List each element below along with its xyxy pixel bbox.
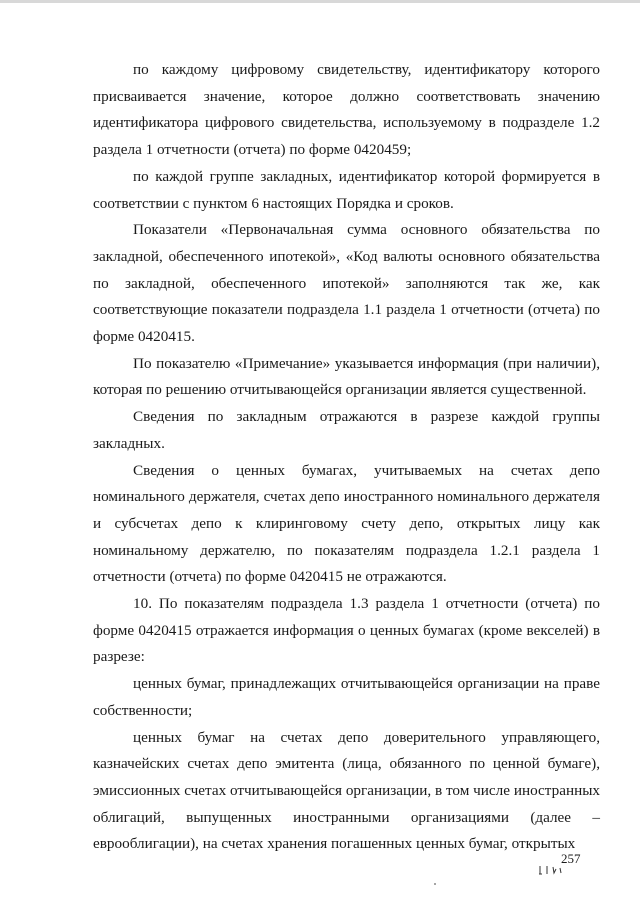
- paragraph-9: ценных бумаг на счетах депо доверительного управляющего, казначейских счетах депо эмитента (лица, обязанного по ценной бумаге), эмиссионных счетах отчитывающейся организации, в том числе иностранных облигаций, выпущенных иностранными организациями (далее – еврооблигации), на счетах хранения погашенных ценных бумаг, открытых: [93, 728, 600, 853]
- paragraph-2: по каждой группе закладных, идентификатор которой формируется в соответствии с пунктом 6 настоящих Порядка и сроков.: [93, 167, 600, 212]
- paragraph-7: 10. По показателям подраздела 1.3 раздела 1 отчетности (отчета) по форме 0420415 отражается информация о ценных бумагах (кроме векселей) в разрезе:: [93, 595, 600, 666]
- paragraph-3: Показатели «Первоначальная сумма основного обязательства по закладной, обеспеченного ипотекой», «Код валюты основного обязательства по закладной, обеспеченного ипотекой» заполняются так же, как соответствующие показатели подраздела 1.1 раздела 1 отчетности (отчета) по форме 0420415.: [93, 221, 600, 346]
- page-number: 257: [561, 851, 581, 866]
- paragraph-1: по каждому цифровому свидетельству, идентификатору которого присваивается значение, которое должно соответствовать значению идентификатора цифрового свидетельства, используемому в подразделе 1.2 раздела 1 отчетности (отчета) по форме 0420459;: [93, 61, 600, 159]
- paragraph-8: ценных бумаг, принадлежащих отчитывающейся организации на праве собственности;: [93, 675, 600, 719]
- paragraph-4: По показателю «Примечание» указывается информация (при наличии), которая по решению отчитывающейся организации является существенной.: [93, 354, 600, 399]
- document-body: [93, 57, 600, 858]
- scan-speck: [434, 883, 436, 885]
- handwritten-mark-icon: [538, 864, 582, 876]
- paragraph-5: Сведения по закладным отражаются в разрезе каждой группы закладных.: [93, 408, 600, 452]
- paragraph-6: Сведения о ценных бумагах, учитываемых на счетах депо номинального держателя, счетах депо иностранного номинального держателя и субсчетах депо к клиринговому счету депо, открытых лицу как номинальному держателю, по показателям подраздела 1.2.1 раздела 1 отчетности (отчета) по форме 0420415 не отражаются.: [93, 461, 600, 586]
- page-top-edge: [0, 0, 640, 3]
